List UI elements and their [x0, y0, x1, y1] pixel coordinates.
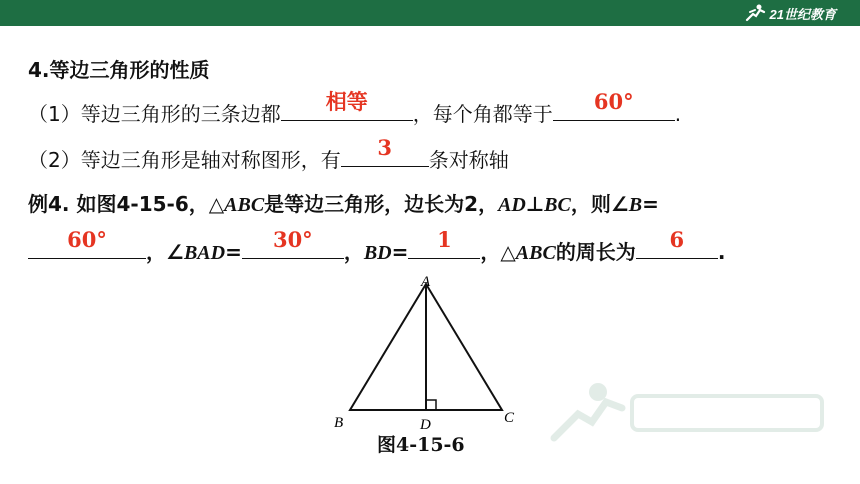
triangle-figure	[320, 272, 530, 432]
answer-blank-4	[28, 227, 146, 259]
example-text3: ，则∠	[570, 192, 629, 216]
example-text1: 如图4-15-6，△	[76, 192, 225, 216]
property-item-2	[28, 135, 509, 174]
section-heading: 4.等边三角形的性质	[28, 58, 210, 82]
var-abc-1: ABC	[224, 194, 265, 216]
item1-middle: ，每个角都等于	[412, 102, 553, 126]
label-c: C	[504, 410, 515, 426]
answer-blank-5	[242, 227, 344, 259]
item1-prefix: （1）等边三角形的三条边都	[28, 102, 281, 126]
right-angle-mark	[426, 400, 436, 410]
answer-blank-7	[636, 227, 718, 259]
item1-suffix: .	[674, 102, 682, 126]
example-text2: 是等边三角形，边长为2，	[264, 192, 499, 216]
label-a: A	[421, 274, 431, 290]
example-line-2	[28, 227, 726, 267]
label-b: B	[334, 415, 344, 431]
answer-axes: 3	[377, 135, 393, 160]
watermark-icon	[548, 378, 828, 448]
property-item-1	[28, 89, 682, 128]
example-label: 例4.	[28, 192, 70, 216]
example-eq2: =	[225, 240, 242, 264]
answer-angle: 60°	[593, 89, 634, 114]
example-line-1	[28, 190, 659, 219]
example-text4: ，∠	[146, 240, 184, 264]
label-d: D	[420, 417, 431, 432]
example-text5: ，	[343, 240, 364, 264]
var-b: B	[628, 194, 643, 216]
answer-angle-b: 60°	[67, 227, 107, 252]
example-eq3: =	[391, 240, 409, 264]
item2-suffix: 条对称轴	[428, 148, 509, 172]
runner-icon	[744, 4, 766, 22]
var-abc-2: ABC	[515, 242, 556, 264]
header-bar	[0, 0, 860, 26]
answer-blank-1	[281, 89, 413, 121]
brand-logo	[744, 3, 836, 23]
figure-caption: 图4-15-6	[377, 434, 465, 456]
var-bc: BC	[544, 194, 571, 216]
answer-equal: 相等	[325, 89, 368, 114]
var-bd: BD	[363, 242, 392, 264]
answer-blank-3	[341, 135, 429, 167]
perp-symbol: ⊥	[525, 192, 545, 216]
example-eq: =	[642, 192, 659, 216]
var-bad: BAD	[183, 242, 226, 264]
var-ad: AD	[498, 194, 526, 216]
answer-blank-2	[553, 89, 675, 121]
answer-bd: 1	[437, 227, 452, 252]
answer-perimeter: 6	[669, 227, 685, 252]
item2-prefix: （2）等边三角形是轴对称图形，有	[28, 148, 341, 172]
example-end: .	[717, 240, 726, 264]
answer-blank-6	[408, 227, 480, 259]
logo-text: 21世纪教育	[769, 6, 836, 22]
example-text6: ，△	[480, 240, 516, 264]
answer-angle-bad: 30°	[272, 227, 313, 252]
example-text7: 的周长为	[555, 240, 636, 264]
